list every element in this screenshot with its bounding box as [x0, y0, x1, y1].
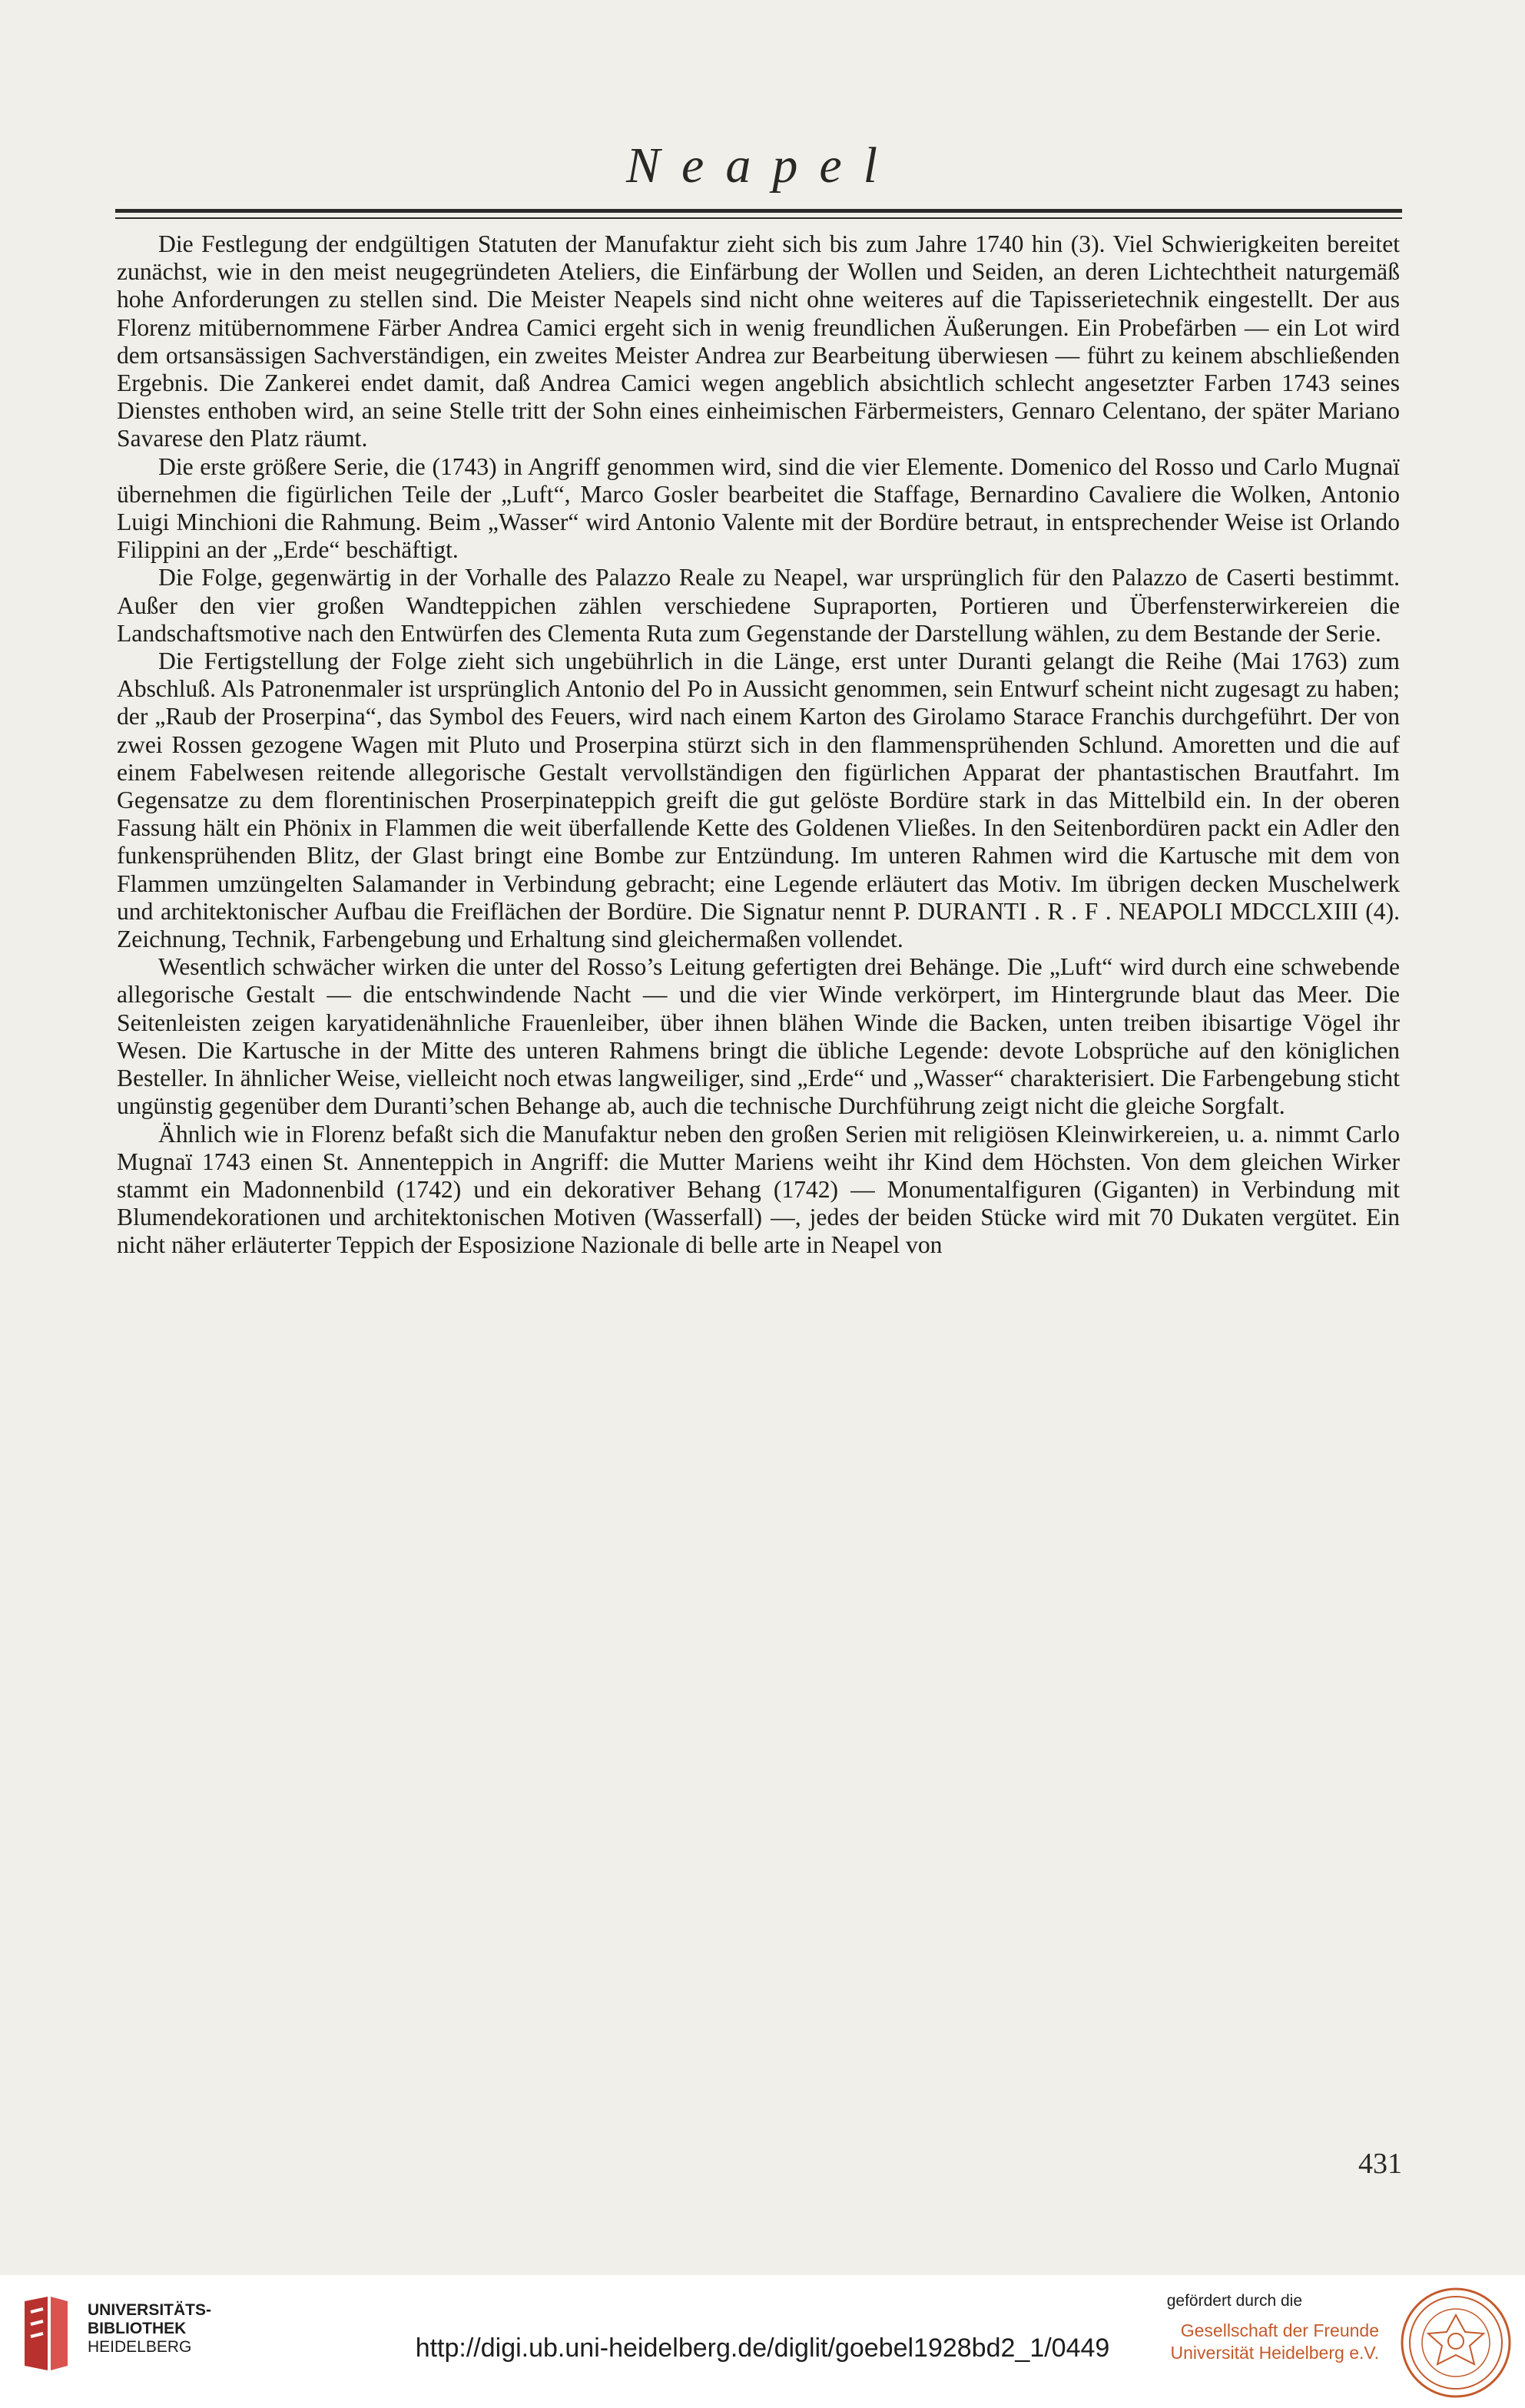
library-name-line-1: UNIVERSITÄTS-	[88, 2301, 212, 2319]
paragraph-4: Die Fertigstellung der Folge zieht sich ungebührlich in die Länge, erst unter Duranti gelangt die Reihe (Mai 1763) zum Abschluß. Als Patronenmaler ist ursprünglich Antonio del Po in Aussicht genommen, sein Entwurf scheint nicht zugesagt zu haben; der „Raub der Proserpina“, das Symbol des Feuers, wird nach einem Karton des Girolamo Starace Franchis durchgeführt. Der von zwei Rossen gezogene Wagen mit Pluto und Proserpina stürzt sich in den flammensprühenden Schlund. Amoretten und die auf einem Fabelwesen reitende allegorische Gestalt vervollständigen den figürlichen Apparat der phantastischen Brautfahrt. Im Gegensatze zu dem florentinischen Proserpinateppich greift die gut gelöste Bordüre stark in das Mittelbild ein. In der oberen Fassung hält ein Phönix in Flammen die weit überfallende Kette des Goldenen Vließes. In den Seitenbordüren packt ein Adler den funkensprühenden Blitz, der Glast bringt eine Bombe zur Entzündung. Im unteren Rahmen wird die Kartusche mit dem von Flammen umzüngelten Salamander in Verbindung gebracht; eine Legende erläutert das Motiv. Im übrigen decken Muschelwerk und architektonischer Aufbau die Freiflächen der Bordüre. Die Signatur nennt P. DURANTI . R . F . NEAPOLI MDCCLXIII (4). Zeichnung, Technik, Farbengebung und Erhaltung sind gleichermaßen vollendet.	[117, 648, 1400, 953]
library-name-line-3: HEIDELBERG	[88, 2338, 192, 2356]
paragraph-1: Die Festlegung der endgültigen Statuten der Manufaktur zieht sich bis zum Jahre 1740 hin (3). Viel Schwierigkeiten bereitet zunächst, wie in den meist neugegründeten Ateliers, die Einfärbung der Wollen und Seiden, an deren Lichtechtheit naturgemäß hohe Anforderungen zu stellen sind. Die Meister Neapels sind nicht ohne weiteres auf die Tapisserietechnik eingestellt. Der aus Florenz mitübernommene Färber Andrea Camici ergeht sich in wenig freundlichen Äußerungen. Ein Probefärben — ein Lot wird dem ortsansässigen Sachverständigen, ein zweites Meister Andrea zur Bearbeitung überwiesen — führt zu keinem abschließenden Ergebnis. Die Zankerei endet damit, daß Andrea Camici wegen angeblich absichtlich schlecht angesetzter Farben 1743 seines Dienstes enthoben wird, an seine Stelle tritt der Sohn eines einheimischen Färbermeisters, Gennaro Celentano, der später Mariano Savarese den Platz räumt.	[117, 230, 1400, 452]
digitization-footer	[0, 2275, 1525, 2408]
paragraph-3: Die Folge, gegenwärtig in der Vorhalle des Palazzo Reale zu Neapel, war ursprünglich für den Palazzo de Caserti bestimmt. Außer den vier großen Wandteppichen zählen verschiedene Supraporten, Portieren und Überfensterwirkereien die Landschaftsmotive nach den Entwürfen des Clementa Ruta zum Gegenstande der Darstellung wählen, zu dem Bestande der Serie.	[117, 564, 1400, 647]
university-seal-icon	[1399, 2286, 1513, 2400]
sponsor-name-line-2: Universität Heidelberg e.V.	[1170, 2343, 1379, 2363]
body-text	[117, 230, 1400, 1260]
paragraph-2: Die erste größere Serie, die (1743) in Angriff genommen wird, sind die vier Elemente. Domenico del Rosso und Carlo Mugnaï übernehmen die figürlichen Teile der „Luft“, Marco Gosler bearbeitet die Staffage, Bernardino Cavaliere die Wolken, Antonio Luigi Minchioni die Rahmung. Beim „Wasser“ wird Antonio Valente mit der Bordüre betraut, in entsprechender Weise ist Orlando Filippini an der „Erde“ beschäftigt.	[117, 452, 1400, 564]
sponsor-label: gefördert durch die	[1166, 2292, 1302, 2310]
page-number: 431	[1358, 2148, 1402, 2180]
paragraph-6: Ähnlich wie in Florenz befaßt sich die Manufaktur neben den großen Serien mit religiösen Kleinwirkereien, u. a. nimmt Carlo Mugnaï 1743 einen St. Annenteppich in Angriff: die Mutter Mariens weiht ihr Kind dem Höchsten. Von dem gleichen Wirker stammt ein Madonnenbild (1742) und ein dekorativer Behang (1742) — Monumentalfiguren (Giganten) in Verbindung mit Blumendekorationen und architektonischen Motiven (Wasserfall) —, jedes der beiden Stücke wird mit 70 Dukaten vergütet. Ein nicht näher erläuterter Teppich der Esposizione Nazionale di belle arte in Neapel von	[117, 1120, 1400, 1259]
paragraph-5: Wesentlich schwächer wirken die unter del Rosso’s Leitung gefertigten drei Behänge. Die „Luft“ wird durch eine schwebende allegorische Gestalt — die entschwindende Nacht — und die vier Winde verkörpert, im Hintergrunde blaut das Meer. Die Seitenleisten zeigen karyatidenähnliche Frauenleiber, über ihnen blähen Winde die Backen, unten treiben ibisartige Vögel ihr Wesen. Die Kartusche in der Mitte des unteren Rahmens bringt die übliche Legende: devote Lobsprüche auf den königlichen Besteller. In ähnlicher Weise, vielleicht noch etwas langweiliger, sind „Erde“ und „Wasser“ charakterisiert. Die Farbengebung sticht ungünstig gegenüber dem Duranti’schen Behange ab, auch die technische Durchführung zeigt nicht die gleiche Sorgfalt.	[117, 953, 1400, 1120]
library-name-line-2: BIBLIOTHEK	[88, 2320, 187, 2337]
header-rule-thin	[115, 217, 1402, 219]
running-head-title: Neapel	[626, 137, 899, 194]
sponsor-name	[1171, 2320, 1379, 2364]
header-rule-thick	[115, 209, 1402, 213]
permalink-url[interactable]: http://digi.ub.uni-heidelberg.de/diglit/goebel1928bd2_1/0449	[415, 2333, 1110, 2363]
sponsor-name-line-1: Gesellschaft der Freunde	[1180, 2320, 1379, 2340]
